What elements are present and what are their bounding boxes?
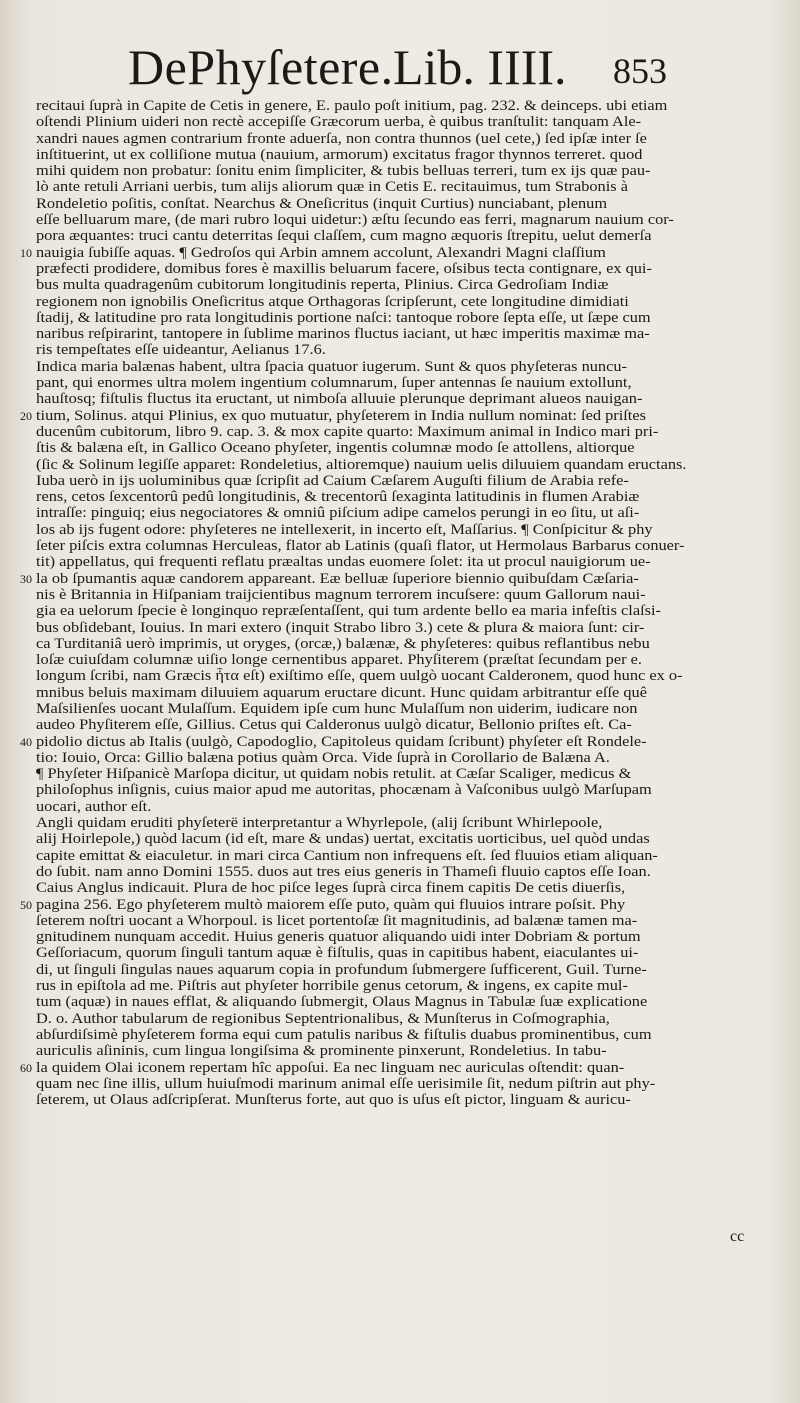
- text-line: [36, 375, 776, 391]
- line-text: tum (aquæ) in naues efflat, & aliquando ſubmergit, Olaus Magnus in Tabulæ ſuæ explicatione: [36, 994, 648, 1011]
- line-text: oſtendi Plinium uideri non rectè accepiſſe Græcorum uerba, è quibus tranſtulit: tanquam Ale-: [36, 114, 642, 131]
- text-line: [36, 815, 776, 831]
- text-line: [36, 782, 776, 798]
- line-text: abſurdiſsimè phyſeterem forma equi cum patulis naribus & fiſtulis duabus prominentibus, cum: [36, 1026, 652, 1043]
- line-text: Maſsilienſes uocant Mulaſſum. Equidem ipſe cum hunc Mulaſſum non uiderim, iudicare non: [36, 700, 638, 717]
- text-line: [36, 1011, 776, 1027]
- text-line: [36, 831, 776, 847]
- line-text: longum ſcribi, nam Græcis ἦτα eſt) exiſtimo eſſe, quem uulgò uocant Calderonem, quod hunc ex o-: [36, 668, 683, 685]
- line-number: 40: [20, 734, 32, 749]
- text-line: [36, 212, 776, 228]
- text-line: [36, 929, 776, 945]
- text-line: [36, 114, 776, 130]
- line-text: D. o. Author tabularum de regionibus Septentrionalibus, & Munſterus in Coſmographia,: [36, 1010, 610, 1027]
- line-text: nis è Britannia in Hiſpaniam traijcientibus magnum terrorem incuſsere: quum Gallorum naui-: [36, 586, 646, 603]
- line-text: intraſſe: pinguiq; eius negociatores & omniû piſcium adipe camelos perungi in eo ſitu, ut aſi-: [36, 505, 640, 522]
- line-text: rus in epiſtola ad me. Piſtris aut phyſeter horribile genus cetorum, & ingens, ex capite mul-: [36, 978, 628, 995]
- line-text: inſtituerint, ut ex colliſione mutua (nauium, armorum) excitatus fragor thynnos terreret. quod: [36, 146, 643, 163]
- line-text: capite emittat & eiaculetur. in mari circa Cantium non infrequens eſt. ſed fluuios etiam aliquan-: [36, 847, 658, 864]
- line-text: ſtadij, & latitudine pro rata longitudinis portione naſci: tantoque robore ſepta eſſe, ut ſæpe cum: [36, 309, 651, 326]
- text-line: [36, 457, 776, 473]
- body-text: [20, 98, 776, 1109]
- page-number: 853: [613, 51, 667, 91]
- line-text: uocari, author eſt.: [36, 798, 152, 815]
- text-line: [36, 131, 776, 147]
- text-line: [36, 994, 776, 1010]
- line-text: ſtis & balæna eſt, in Gallico Oceano phyſeter, ingentis columnæ modo ſe attollens, altiorque: [36, 440, 635, 457]
- text-line: [36, 750, 776, 766]
- line-text: di, ut ſinguli ſingulas naues aquarum copia in profundum ſubmergere ſufficerent, Guil. Turne-: [36, 961, 647, 978]
- line-text: auriculis aſininis, cum lingua longiſsima & prominente pinxerunt, Rondeletius. In tabu-: [36, 1043, 607, 1060]
- line-text: nauigia ſubiſſe aquas. ¶ Gedroſos qui Arbin amnem accolunt, Alexandri Magni claſſium: [36, 244, 606, 261]
- line-text: gia ea uelorum ſpecie è longinquo repræſentaſſent, qui tum ardente bello ea maria infeſtis claſsi-: [36, 603, 661, 620]
- text-line: [36, 880, 776, 896]
- text-line: [20, 896, 776, 913]
- text-line: [20, 570, 776, 587]
- text-line: [36, 326, 776, 342]
- line-number: 10: [20, 245, 32, 260]
- text-line: [36, 473, 776, 489]
- line-text: ducenûm cubitorum, libro 9. cap. 3. & mox capite quarto: Maximum animal in Indico mari pri-: [36, 423, 659, 440]
- line-text: naribus reſpirarint, tantopere in ſublime marinos fluctus iaciant, ut hæc imperitis maximæ ma-: [36, 326, 650, 343]
- text-line: [36, 701, 776, 717]
- line-text: Indica maria balænas habent, ultra ſpacia quatuor iugerum. Sunt & quos phyſeteras nuncu-: [36, 358, 627, 375]
- text-line: [36, 945, 776, 961]
- line-text: bus obſidebant, Iouius. In mari extero (inquit Strabo libro 3.) cete & plura & maiora ſunt: cir-: [36, 619, 645, 636]
- line-text: Caius Anglus indicauit. Plura de hoc piſce leges ſuprà circa finem capitis De cetis diuerſis,: [36, 880, 626, 897]
- line-text: Geſſoriacum, quorum ſinguli tantum aquæ è fiſtulis, quas in capitibus habent, eiaculantes ui-: [36, 945, 639, 962]
- text-line: [36, 620, 776, 636]
- line-text: bus multa quadragenûm cubitorum longitudinis reperta, Plinius. Circa Gedroſiam Indiæ: [36, 277, 609, 294]
- text-line: [36, 538, 776, 554]
- text-line: [36, 799, 776, 815]
- text-line: [36, 668, 776, 684]
- line-text: pagina 256. Ego phyſeterem multò maiorem eſſe puto, quàm qui fluuios intrare poſsit. Phy: [36, 896, 626, 913]
- text-line: [36, 440, 776, 456]
- text-line: [36, 505, 776, 521]
- text-line: [36, 391, 776, 407]
- line-number: 60: [20, 1060, 32, 1075]
- line-text: hauſtosq; fiſtulis fluctus ita eructant, ut nimboſa alluuie plerunque deprimant alueos nauigan-: [36, 391, 643, 408]
- line-text: lò ante retuli Arriani uerbis, tum alijs aliorum quæ in Cetis E. recitauimus, tum Strabonis à: [36, 179, 628, 196]
- page-title: DePhyſetere.: [128, 39, 394, 95]
- line-text: Rondeletio poſitis, conſtat. Nearchus & Oneſicritus (inquit Curtius) nunciabant, plenum: [36, 195, 608, 212]
- signature-mark: cc: [730, 1228, 745, 1245]
- line-text: la ob ſpumantis aquæ candorem appareant. Eæ belluæ ſuperiore biennio quibuſdam Cæſaria-: [36, 570, 639, 587]
- line-text: alij Hoirlepole,) quòd lacum (id eſt, mare & undas) uertat, excitatis uorticibus, uel quòd undas: [36, 831, 650, 848]
- text-line: [36, 179, 776, 195]
- text-line: [36, 196, 776, 212]
- line-text: pant, qui enormes ultra molem ingentium columnarum, ſuper antennas ſe nauium extollunt,: [36, 375, 632, 392]
- line-text: tio: Iouio, Orca: Gillio balæna potius quàm Orca. Vide ſuprà in Corollario de Balæna A.: [36, 749, 610, 766]
- text-line: [36, 163, 776, 179]
- text-line: [20, 733, 776, 750]
- text-line: [36, 424, 776, 440]
- text-line: [36, 147, 776, 163]
- line-text: ſeterem, ut Olaus adſcripſerat. Munſterus forte, aut quo is uſus eſt pictor, linguam & auricu-: [36, 1092, 631, 1109]
- text-line: [36, 342, 776, 358]
- line-text: recitaui ſuprà in Capite de Cetis in genere, E. paulo poſt initium, pag. 232. & deinceps. ubi etiam: [36, 98, 668, 114]
- text-line: [20, 1059, 776, 1076]
- line-text: quam nec ſine illis, ullum huiuſmodi marinum animal eſſe uerisimile ſit, nedum piſtrin aut phy-: [36, 1075, 656, 1092]
- line-text: pidolio dictus ab Italis (uulgò, Capodoglio, Capitoleus quidam ſcribunt) phyſeter eſt Rondele-: [36, 733, 647, 750]
- text-line: [36, 310, 776, 326]
- text-line: [36, 603, 776, 619]
- text-line: [36, 489, 776, 505]
- text-line: [20, 407, 776, 424]
- text-line: [36, 1092, 776, 1108]
- text-line: [36, 962, 776, 978]
- line-text: ſeter piſcis extra columnas Herculeas, flator ab Latinis (quaſi flator, ut Hermolaus Barbarus conuer-: [36, 538, 685, 555]
- line-text: la quidem Olai iconem repertam hîc appoſui. Ea nec linguam nec auriculas oſtendit: quan-: [36, 1059, 625, 1076]
- text-line: [36, 277, 776, 293]
- line-number: 30: [20, 571, 32, 586]
- line-text: loſæ cuiuſdam columnæ uiſio longe cernentibus apparet. Phyſiterem (præſtat ſecundam per e.: [36, 652, 642, 669]
- line-text: ris tempeſtates eſſe uideantur, Aelianus 17.6.: [36, 342, 326, 359]
- text-line: [36, 294, 776, 310]
- running-header: [128, 38, 688, 98]
- text-line: [36, 1027, 776, 1043]
- text-line: [36, 587, 776, 603]
- line-text: ca Turditaniâ uerò imprimis, ut oryges, (orcæ,) balænæ, & phyſeteres: quibus reflantibus nebu: [36, 635, 650, 652]
- line-text: ſeterem noſtri uocant a Whorpoul. is licet portentoſæ ſit magnitudinis, ad balænæ tamen ma-: [36, 912, 638, 929]
- text-line: [36, 685, 776, 701]
- text-line: [36, 554, 776, 570]
- text-line: [36, 864, 776, 880]
- line-text: eſſe belluarum mare, (de mari rubro loqui uidetur:) æſtu ſecundo eas ferri, magnarum nauium cor-: [36, 212, 674, 229]
- line-text: xandri naues agmen contrarium fronte aduerſa, non contra thunnos (uel cete,) ſed ipſæ inter ſe: [36, 130, 647, 147]
- text-line: [36, 98, 776, 114]
- text-line: [36, 766, 776, 782]
- line-text: audeo Phyſiterem eſſe, Gillius. Cetus qui Calderonus uulgò dicatur, Bellonio priſtes eſt. Ca-: [36, 717, 632, 734]
- text-line: [36, 1043, 776, 1059]
- line-text: Angli quidam eruditi phyſeterë interpretantur a Whyrlepole, (alij ſcribunt Whirlepoole,: [36, 815, 603, 832]
- line-number: 20: [20, 408, 32, 423]
- text-line: [36, 978, 776, 994]
- text-line: [36, 522, 776, 538]
- text-line: [36, 652, 776, 668]
- line-text: (ſic & Solinum legiſſe apparet: Rondeletius, altioremque) nauium uelis diluuiem quandam eructans.: [36, 456, 687, 473]
- line-text: gnitudinem nunquam accedit. Huius generis quatuor aliquando uidi inter Dobriam & portum: [36, 929, 641, 946]
- line-text: ¶ Phyſeter Hiſpanicè Marſopa dicitur, ut quidam nobis retulit. at Cæſar Scaliger, medicus &: [36, 766, 632, 783]
- book-label: Lib. IIII.: [393, 39, 567, 95]
- line-text: do ſubit. nam anno Domini 1555. duos aut tres eius generis in Thameſi fluuio captos eſſe Ioan.: [36, 863, 651, 880]
- text-line: [36, 636, 776, 652]
- line-text: pora æquantes: truci cantu deterritas ſequi claſſem, cum magno æquoris ſtrepitu, uelut demerſa: [36, 228, 652, 245]
- line-text: tium, Solinus. atqui Plinius, ex quo mutuatur, phyſeterem in India nullum nominat: ſed priſtes: [36, 407, 646, 424]
- text-line: [36, 228, 776, 244]
- text-line: [36, 1076, 776, 1092]
- text-line: [36, 913, 776, 929]
- line-text: mnibus beluis maximam diluuiem aquarum eructare dicunt. Hunc quidam arbitrantur eſſe quê: [36, 684, 647, 701]
- text-line: [36, 261, 776, 277]
- line-number: 50: [20, 897, 32, 912]
- line-text: los ab ijs fugent odore: phyſeteres ne intellexerit, in incerto eſt, Maſſarius. ¶ Conſpicitur & phy: [36, 521, 653, 538]
- text-line: [36, 717, 776, 733]
- text-line: [36, 848, 776, 864]
- line-text: rens, cetos ſexcentorû pedû longitudinis, & trecentorû ſexaginta latitudinis in flumen Arabiæ: [36, 489, 640, 506]
- line-text: præfecti prodidere, domibus fores è maxillis beluarum facere, oſsibus tecta contignare, ex qui-: [36, 260, 652, 277]
- line-text: philoſophus inſignis, cuius maior apud me autoritas, phocænam à Vaſconibus uulgò Marſupam: [36, 782, 652, 799]
- line-text: regionem non ignobilis Oneſicritus atque Orthagoras ſcripſerunt, cete longitudine dimidiati: [36, 293, 629, 310]
- text-line: [20, 244, 776, 261]
- line-text: mihi quidem non probatur: ſonitu enim ſimpliciter, & tubis belluas terreri, tum ex ijs quæ pau-: [36, 163, 651, 180]
- text-line: [36, 359, 776, 375]
- line-text: Iuba uerò in ijs uoluminibus quæ ſcripſit ad Caium Cæſarem Auguſti filium de Arabia refe-: [36, 472, 629, 489]
- line-text: tit) appellatus, qui frequenti reflatu præaltas undas euomere ſolet: ita ut procul nauigiorum ue-: [36, 554, 651, 571]
